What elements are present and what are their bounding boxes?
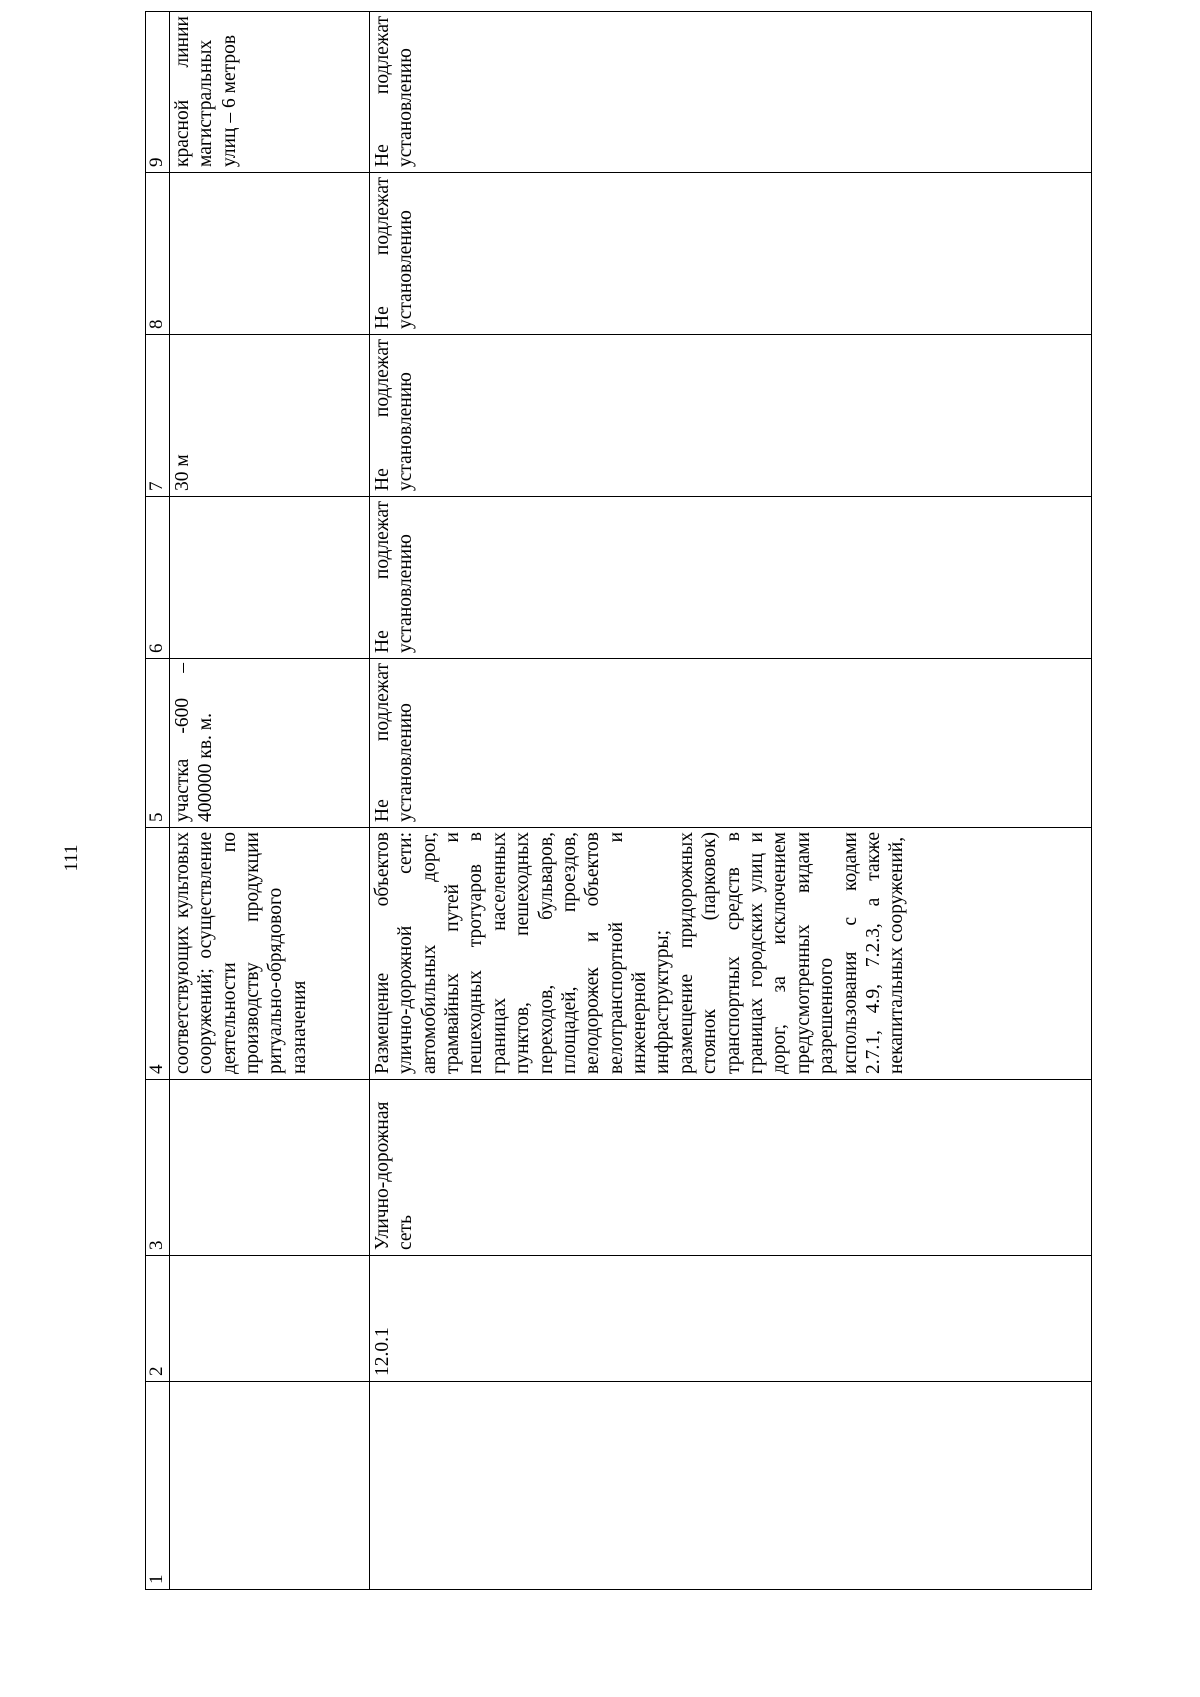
table-cell xyxy=(169,1080,369,1256)
table-cell xyxy=(369,1382,1091,1590)
table-header-row xyxy=(146,12,170,1590)
table-cell: соответствующих культовых сооружений; осуществление деятельности по производству продукции ритуально-обрядового назначения xyxy=(169,828,369,1080)
column-header: 4 xyxy=(146,828,170,1080)
table-cell: Не подлежат установлению xyxy=(369,12,1091,173)
column-header: 7 xyxy=(146,335,170,497)
column-header: 5 xyxy=(146,659,170,828)
column-header: 1 xyxy=(146,1382,170,1590)
table-cell xyxy=(169,1256,369,1382)
table-row xyxy=(369,12,1091,1590)
column-header: 2 xyxy=(146,1256,170,1382)
column-header: 6 xyxy=(146,497,170,659)
table-cell: Не подлежат установлению xyxy=(369,335,1091,497)
rotated-table-container xyxy=(145,16,1125,1590)
table-cell: красной линии магистральных улиц – 6 метров xyxy=(169,12,369,173)
column-header: 3 xyxy=(146,1080,170,1256)
table-cell: участка -600 – 400000 кв. м. xyxy=(169,659,369,828)
table-cell: 12.0.1 xyxy=(369,1256,1091,1382)
table-cell: Не подлежат установлению xyxy=(369,659,1091,828)
column-header: 8 xyxy=(146,173,170,335)
zoning-regulations-table xyxy=(145,11,1092,1590)
table-cell xyxy=(169,497,369,659)
table-row xyxy=(169,12,369,1590)
page-number: 111 xyxy=(61,844,82,872)
column-header: 9 xyxy=(146,12,170,173)
table-cell: Не подлежат установлению xyxy=(369,173,1091,335)
table-cell: Улично-дорожная сеть xyxy=(369,1080,1091,1256)
table-cell xyxy=(169,1382,369,1590)
table-cell: 30 м xyxy=(169,335,369,497)
table-cell xyxy=(169,173,369,335)
table-cell: Не подлежат установлению xyxy=(369,497,1091,659)
table-cell: Размещение объектов улично-дорожной сети: автомобильных дорог, трамвайных путей и пешеходных тротуаров в границах населенных пунктов, пешеходных переходов, бульваров, площадей, проездов, велодорожек и объектов велотранспортной и инженерной инфраструктуры; размещение придорожных стоянок (парковок) транспортных средств в границах городских улиц и дорог, за исключением предусмотренных видами разрешенного использования с кодами 2.7.1, 4.9, 7.2.3, а также некапитальных сооружений, xyxy=(369,828,1091,1080)
